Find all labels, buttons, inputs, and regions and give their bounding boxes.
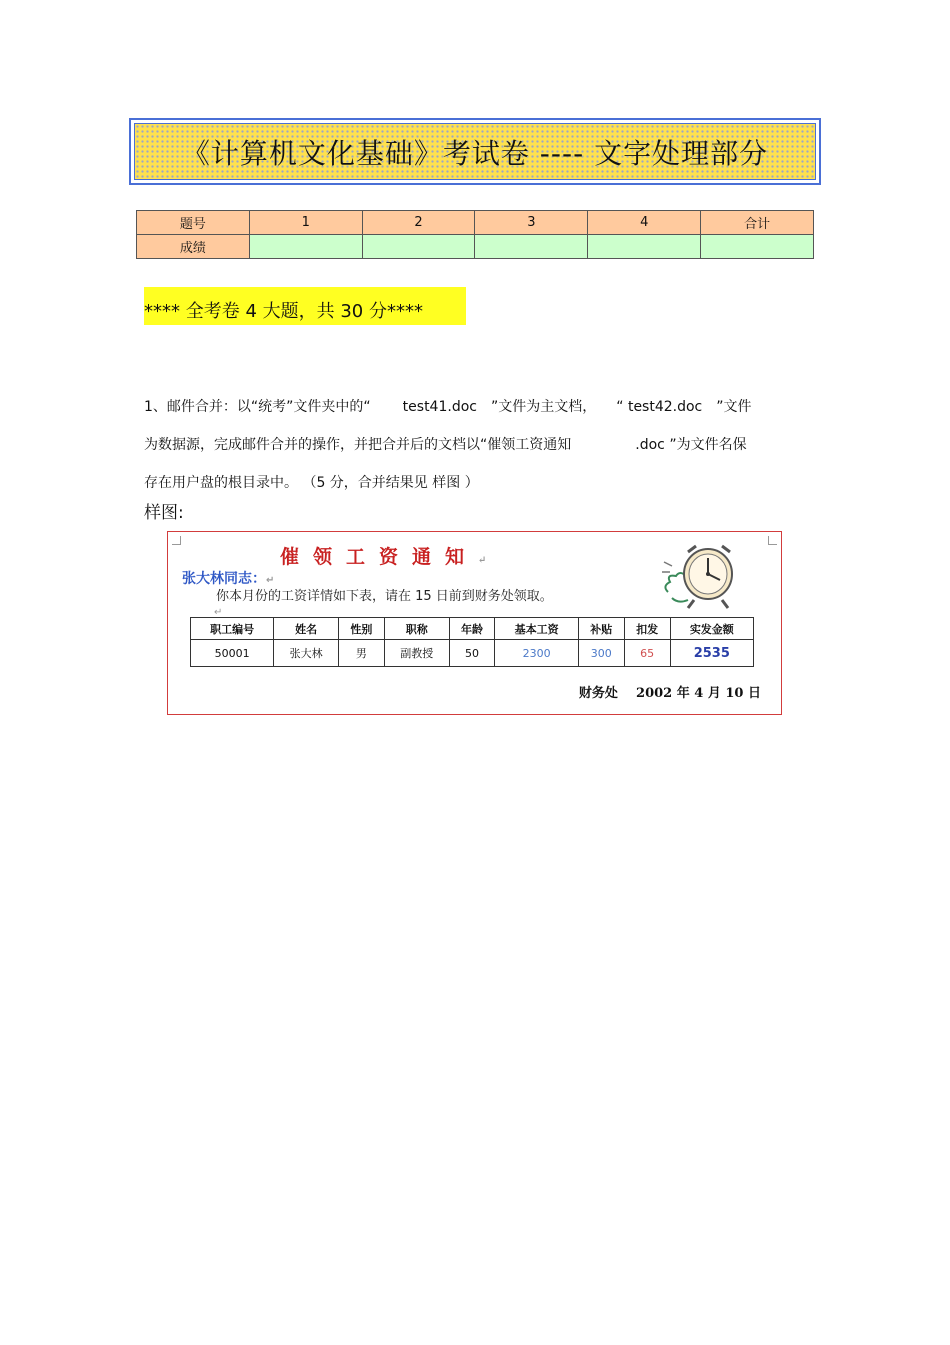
header-cell: 3 [475,211,588,235]
filename: “ test42.doc [616,399,703,415]
header-cell: 1 [249,211,362,235]
cell-bonus: 300 [578,640,624,667]
text: ”文件为主文档， [490,399,597,415]
column-header: 职工编号 [191,618,274,640]
score-label: 成绩 [137,235,250,259]
column-header: 补贴 [578,618,624,640]
score-cell[interactable] [588,235,701,259]
cell-net-pay: 2535 [670,640,753,667]
score-cell[interactable] [701,235,814,259]
text: 1、邮件合并：以“统考”文件夹中的“ [144,399,371,415]
header-cell: 题号 [137,211,250,235]
header-cell: 合计 [701,211,814,235]
page-title: 《计算机文化基础》考试卷 ---- 文字处理部分 [134,123,816,180]
filename: test41.doc [402,399,477,415]
sample-image [167,531,782,715]
margin-mark [768,536,777,545]
question-1-line-1 [144,388,809,426]
column-header: 姓名 [274,618,339,640]
greeting: 张大林同志：↵ [182,571,275,587]
cell-base-salary: 2300 [495,640,578,667]
salary-table [190,617,754,667]
margin-mark [172,536,181,545]
column-header: 性别 [338,618,384,640]
signature: 财务处 2002 年 4 月 10 日 [578,686,761,701]
clock-icon [658,542,740,612]
question-1-line-3: 存在用户盘的根目录中。 （5 分，合并结果见 样图 ） [144,475,479,491]
question-1-line-2 [144,426,809,464]
cell-name: 张大林 [274,640,339,667]
score-table [136,210,814,259]
column-header: 年龄 [449,618,495,640]
score-header-row [137,211,814,235]
salary-row [191,640,754,667]
question-1 [144,388,809,502]
text: 为数据源，完成邮件合并的操作，并把合并后的文档以“催领工资通知 [144,437,572,453]
cell-id: 50001 [191,640,274,667]
cell-title: 副教授 [384,640,449,667]
cell-age: 50 [449,640,495,667]
notice-title: 催领工资通知↵ [280,546,501,568]
notice-body: 你本月份的工资详情如下表，请在 15 日前到财务处领取。 ↵ [214,589,553,618]
column-header: 职称 [384,618,449,640]
column-header: 实发金额 [670,618,753,640]
salary-header-row [191,618,754,640]
cell-gender: 男 [338,640,384,667]
header-cell: 4 [588,211,701,235]
score-cell[interactable] [249,235,362,259]
sample-label: 样图: [144,503,184,523]
column-header: 基本工资 [495,618,578,640]
score-cell[interactable] [362,235,475,259]
score-row [137,235,814,259]
text: ”文件 [716,399,752,415]
column-header: 扣发 [624,618,670,640]
exam-banner: **** 全考卷 4 大题，共 30 分**** [144,287,466,325]
cell-deduction: 65 [624,640,670,667]
text: .doc ”为文件名保 [635,437,747,453]
header-cell: 2 [362,211,475,235]
score-cell[interactable] [475,235,588,259]
title-frame [129,118,821,185]
